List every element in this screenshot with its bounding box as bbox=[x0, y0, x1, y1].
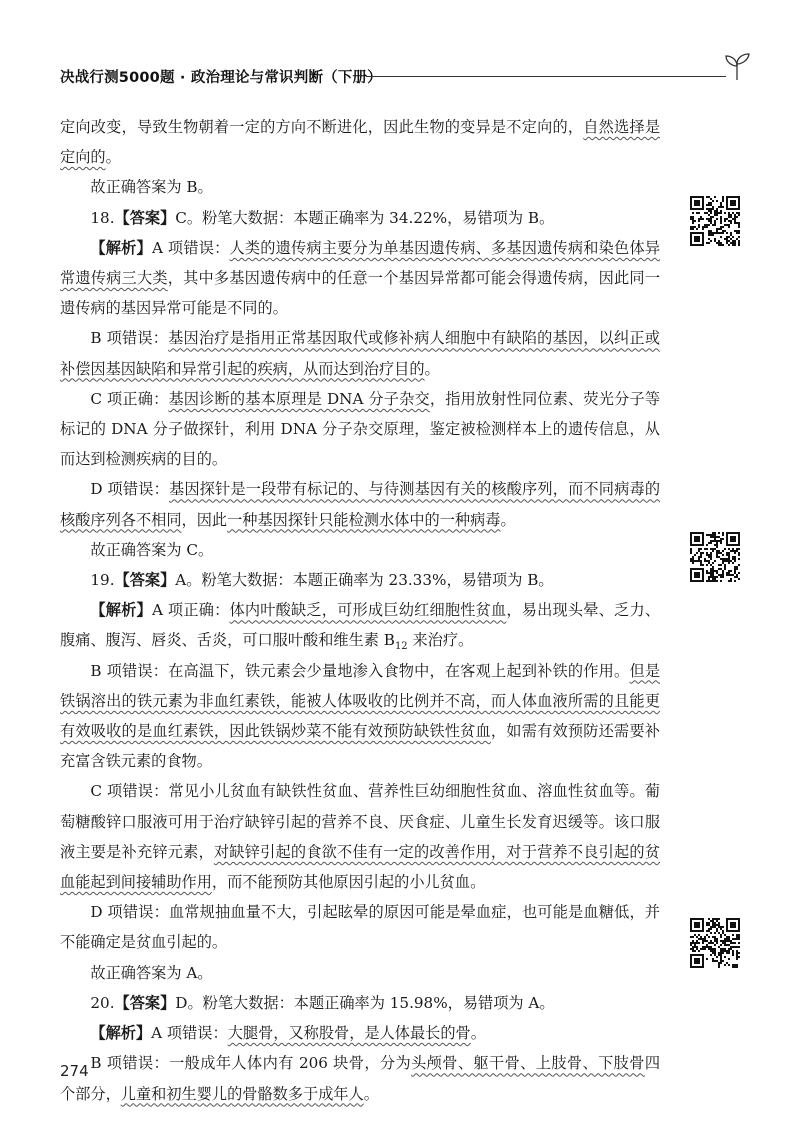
text-run: ，其中多基因遗传病中的任意一个基因异常都可能会得遗传病，因此同一遗传病的基因异常可能是不同的。 bbox=[60, 269, 661, 318]
text-run: 。 bbox=[363, 1084, 379, 1103]
page-header bbox=[60, 64, 746, 90]
text-run: A 项正确： bbox=[151, 601, 230, 620]
paragraph bbox=[60, 172, 660, 202]
text-run: D 项错误：血常规抽血量不大，引起眩晕的原因可能是晕血症，也可能是血糖低，并不能确定是贫血引起的。 bbox=[60, 903, 660, 952]
paragraph bbox=[60, 233, 660, 324]
underlined-text: 大腿骨，又称股骨，是人体最长的骨 bbox=[227, 1024, 471, 1043]
text-run: ，指用放射性同位素、荧光分子等标记的 DNA 分子做探针，利用 DNA 分子杂交原理，鉴定被检测样本上的遗传信息，从而达到检测疾病的目的。 bbox=[60, 389, 661, 469]
paragraph bbox=[60, 595, 660, 655]
text-run: A 项错误： bbox=[151, 238, 230, 257]
text-run: 故正确答案为 A。 bbox=[90, 963, 213, 982]
label-text: 【答案】 bbox=[114, 993, 176, 1012]
text-run: 四个部分， bbox=[60, 1054, 661, 1103]
label-text: 【解析】 bbox=[90, 601, 152, 620]
text-run: 18. bbox=[90, 208, 115, 227]
label-text: 【答案】 bbox=[114, 208, 176, 227]
sprout-icon bbox=[720, 50, 754, 84]
text-run: 。 bbox=[470, 1024, 486, 1043]
text-run: D。粉笔大数据：本题正确率为 15.98%，易错项为 A。 bbox=[175, 993, 555, 1012]
paragraph bbox=[60, 323, 660, 383]
qr-code-icon[interactable] bbox=[690, 532, 740, 582]
paragraph bbox=[60, 474, 660, 534]
paragraph bbox=[60, 897, 660, 957]
text-run: 。 bbox=[424, 359, 440, 378]
text-run: C 项正确： bbox=[90, 389, 169, 408]
text-run: C 项错误：常见小儿贫血有缺铁性贫血、营养性巨幼细胞性贫血、溶血性贫血等。葡萄糖酸锌口服液可用于治疗缺锌引起的营养不良、厌食症、儿童生长发育迟缓等。该口服液主要是补充锌元素， bbox=[60, 782, 660, 861]
underlined-text: 体内叶酸缺乏，可形成巨幼红细胞性贫血 bbox=[229, 601, 507, 620]
underlined-text: 一种基因探针只能检测水体中的一种病毒 bbox=[227, 510, 501, 529]
text-run: A。粉笔大数据：本题正确率为 23.33%，易错项为 B。 bbox=[175, 571, 554, 590]
paragraph bbox=[60, 384, 660, 475]
underlined-text: 但是铁锅溶出的铁元素为非血红素铁，能被人体吸收的比例并不高，而人体血液所需的且能更有效吸收的是血红素铁，因此铁锅炒菜不能有效预防缺铁性贫血 bbox=[60, 661, 661, 741]
label-text: 【答案】 bbox=[114, 571, 176, 590]
qr-code-icon[interactable] bbox=[690, 196, 740, 246]
underlined-text: 基因诊断的基本原理是 DNA 分子杂交 bbox=[168, 389, 430, 408]
text-run: ，如需有效预防还需要补充富含铁元素的食物。 bbox=[60, 722, 661, 771]
paragraph bbox=[60, 958, 660, 988]
book-title: 决战行测5000题 · 政治理论与常识判断（下册） bbox=[60, 70, 382, 86]
paragraph bbox=[60, 112, 660, 172]
text-run: 来治疗。 bbox=[407, 631, 474, 650]
text-run: ，因此 bbox=[181, 510, 228, 529]
underlined-text: 自然选择是定向的 bbox=[60, 118, 661, 167]
text-run: ，易出现头晕、乏力、腹痛、腹泻、唇炎、舌炎，可口服叶酸和维生素 B bbox=[60, 601, 661, 650]
underlined-text: 人类的遗传病主要分为单基因遗传病、多基因遗传病和染色体异常遗传病三大类 bbox=[60, 238, 661, 288]
text-run: B 项错误： bbox=[90, 329, 169, 348]
underlined-text: 儿童和初生婴儿的骨骼数多于成年人 bbox=[120, 1084, 364, 1103]
qr-code-icon[interactable] bbox=[690, 918, 740, 968]
paragraph bbox=[60, 776, 660, 897]
text-run: D 项错误： bbox=[90, 480, 169, 499]
paragraph bbox=[60, 203, 660, 233]
underlined-text: 基因治疗是指用正常基因取代或修补病人细胞中有缺陷的基因，以纠正或补偿因基因缺陷和异常引起的疾病，从而达到治疗目的 bbox=[60, 329, 661, 378]
header-rule bbox=[366, 76, 726, 77]
paragraph bbox=[60, 656, 660, 777]
underlined-text: 基因探针是一段带有标记的、与待测基因有关的核酸序列，而不同病毒的核酸序列各不相同 bbox=[60, 480, 661, 529]
text-run: ，而不能预防其他原因引起的小儿贫血。 bbox=[211, 873, 486, 892]
paragraph bbox=[60, 565, 660, 595]
paragraph bbox=[60, 1048, 660, 1108]
paragraph bbox=[60, 1018, 660, 1048]
text-run: 。 bbox=[500, 510, 516, 529]
text-run: B 项错误：在高温下，铁元素会少量地渗入食物中，在客观上起到补铁的作用。 bbox=[90, 661, 630, 680]
text-run: 12 bbox=[394, 641, 408, 653]
paragraph bbox=[60, 535, 660, 565]
underlined-text: 头颅骨、躯干骨、上肢骨、下肢骨 bbox=[411, 1054, 645, 1073]
text-run: 19. bbox=[90, 571, 115, 590]
text-run: 20. bbox=[90, 993, 115, 1012]
label-text: 【解析】 bbox=[90, 1024, 152, 1043]
label-text: 【解析】 bbox=[90, 238, 152, 257]
text-run: 定向改变，导致生物朝着一定的方向不断进化，因此生物的变异是不定向的， bbox=[60, 118, 584, 136]
paragraph bbox=[60, 988, 660, 1018]
underlined-text: 对缺锌引起的食欲不佳有一定的改善作用，对于营养不良引起的贫血能起到间接辅助作用 bbox=[60, 842, 661, 892]
text-run: B 项错误：一般成年人体内有 206 块骨，分为 bbox=[90, 1054, 412, 1073]
text-run: 。 bbox=[105, 148, 121, 167]
text-run: 故正确答案为 C。 bbox=[90, 540, 214, 559]
text-run: A 项错误： bbox=[151, 1024, 228, 1043]
text-run: C。粉笔大数据：本题正确率为 34.22%，易错项为 B。 bbox=[175, 208, 555, 227]
answer-explanations bbox=[60, 112, 660, 1109]
text-run: 故正确答案为 B。 bbox=[90, 178, 213, 197]
page-number: 274 bbox=[60, 1062, 89, 1080]
